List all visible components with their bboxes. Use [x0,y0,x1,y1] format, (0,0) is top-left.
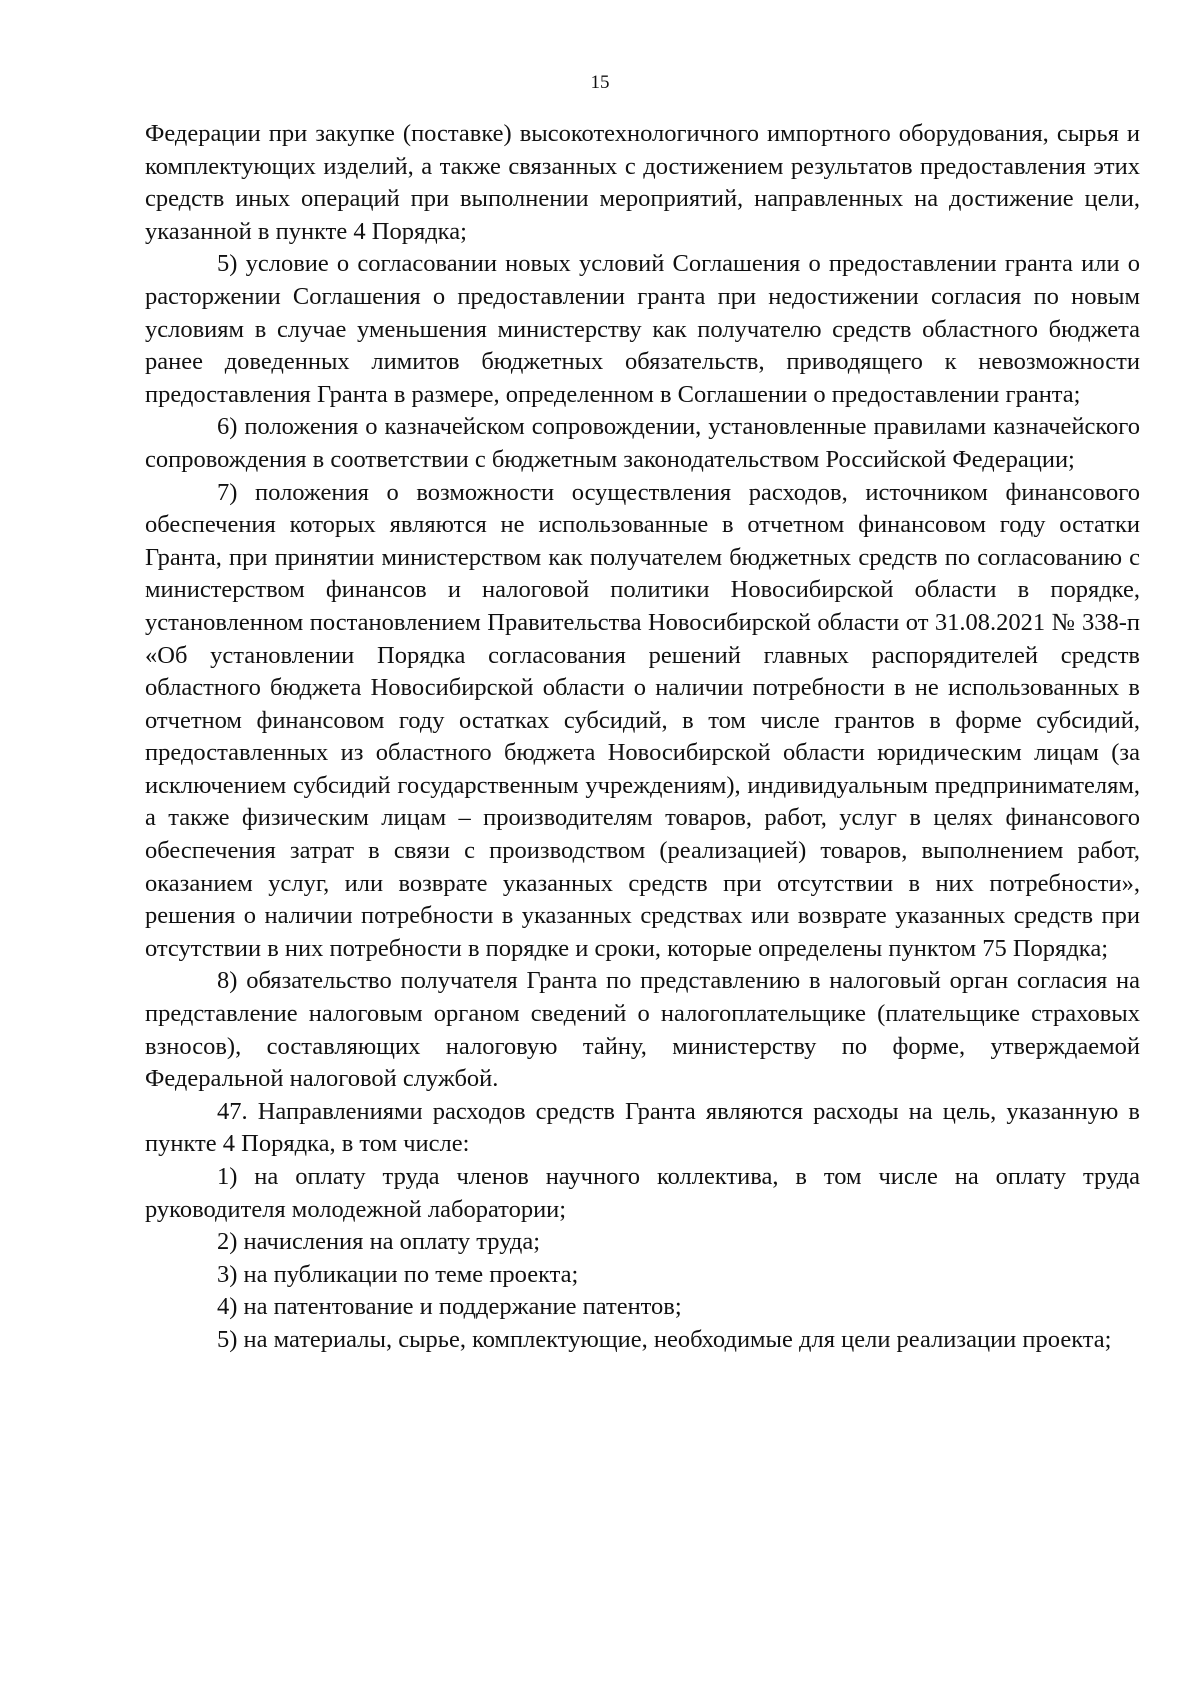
paragraph-expense-4: 4) на патентование и поддержание патентов; [217,1293,682,1321]
paragraph-expense-1: 1) на оплату труда членов научного коллектива, в том числе на оплату труда руководителя молодежной лаборатории; [145,1163,1140,1223]
document-body [145,118,1140,1357]
paragraph-expense-3: 3) на публикации по теме проекта; [217,1260,579,1288]
paragraph-continuation: Федерации при закупке (поставке) высокотехнологичного импортного оборудования, сырья и комплектующих изделий, а также связанных с достижением результатов предоставления этих средств иных операций при выполнении мероприятий, направленных на достижение цели, указанной в пункте 4 Порядка; [145,120,1140,245]
paragraph-expense-2: 2) начисления на оплату труда; [217,1228,541,1256]
paragraph-item-7-unused-balances: 7) положения о возможности осуществления расходов, источником финансового обеспечения которых являются не использованные в отчетном финансовом году остатки Гранта, при принятии министерством как получателем бюджетных средств по согласованию с министерством финансов и налоговой политики Новосибирской области в порядке, установленном постановлением Правительства Новосибирской области от 31.08.2021 № 338-п «Об установлении Порядка согласования решений главных распорядителей средств областного бюджета Новосибирской области о наличии потребности в не использованных в отчетном финансовом году остатках субсидий, в том числе грантов в форме субсидий, предоставленных из областного бюджета Новосибирской области юридическим лицам (за исключением субсидий государственным учреждениям), индивидуальным предпринимателям, а также физическим лицам – производителям товаров, работ, услуг в целях финансового обеспечения затрат в связи с производством (реализацией) товаров, выполнением работ, оказанием услуг, или возврате указанных средств при отсутствии в них потребности», решения о наличии потребности в указанных средствах или возврате указанных средств при отсутствии в них потребности в порядке и сроки, которые определены пунктом 75 Порядка; [145,478,1140,962]
paragraph-item-6-treasury-support: 6) положения о казначейском сопровождении, установленные правилами казначейского сопровождения в соответствии с бюджетным законодательством Российской Федерации; [145,413,1140,473]
paragraph-item-8-tax-consent: 8) обязательство получателя Гранта по представлению в налоговый орган согласия на представление налоговым органом сведений о налогоплательщике (плательщике страховых взносов), составляющих налоговую тайну, министерству по форме, утверждаемой Федеральной налоговой службой. [145,967,1140,1093]
page-number: 15 [590,72,610,93]
paragraph-item-5-agreement-terms: 5) условие о согласовании новых условий Соглашения о предоставлении гранта или о расторжении Соглашения о предоставлении гранта при недостижении согласия по новым условиям в случае уменьшения министерству как получателю средств областного бюджета ранее доведенных лимитов бюджетных обязательств, приводящего к невозможности предоставления Гранта в размере, определенном в Соглашении о предоставлении гранта; [145,250,1140,408]
paragraph-expense-5: 5) на материалы, сырье, комплектующие, необходимые для цели реализации проекта; [217,1325,1112,1353]
paragraph-clause-47: 47. Направлениями расходов средств Гранта являются расходы на цель, указанную в пункте 4 Порядка, в том числе: [145,1097,1140,1158]
